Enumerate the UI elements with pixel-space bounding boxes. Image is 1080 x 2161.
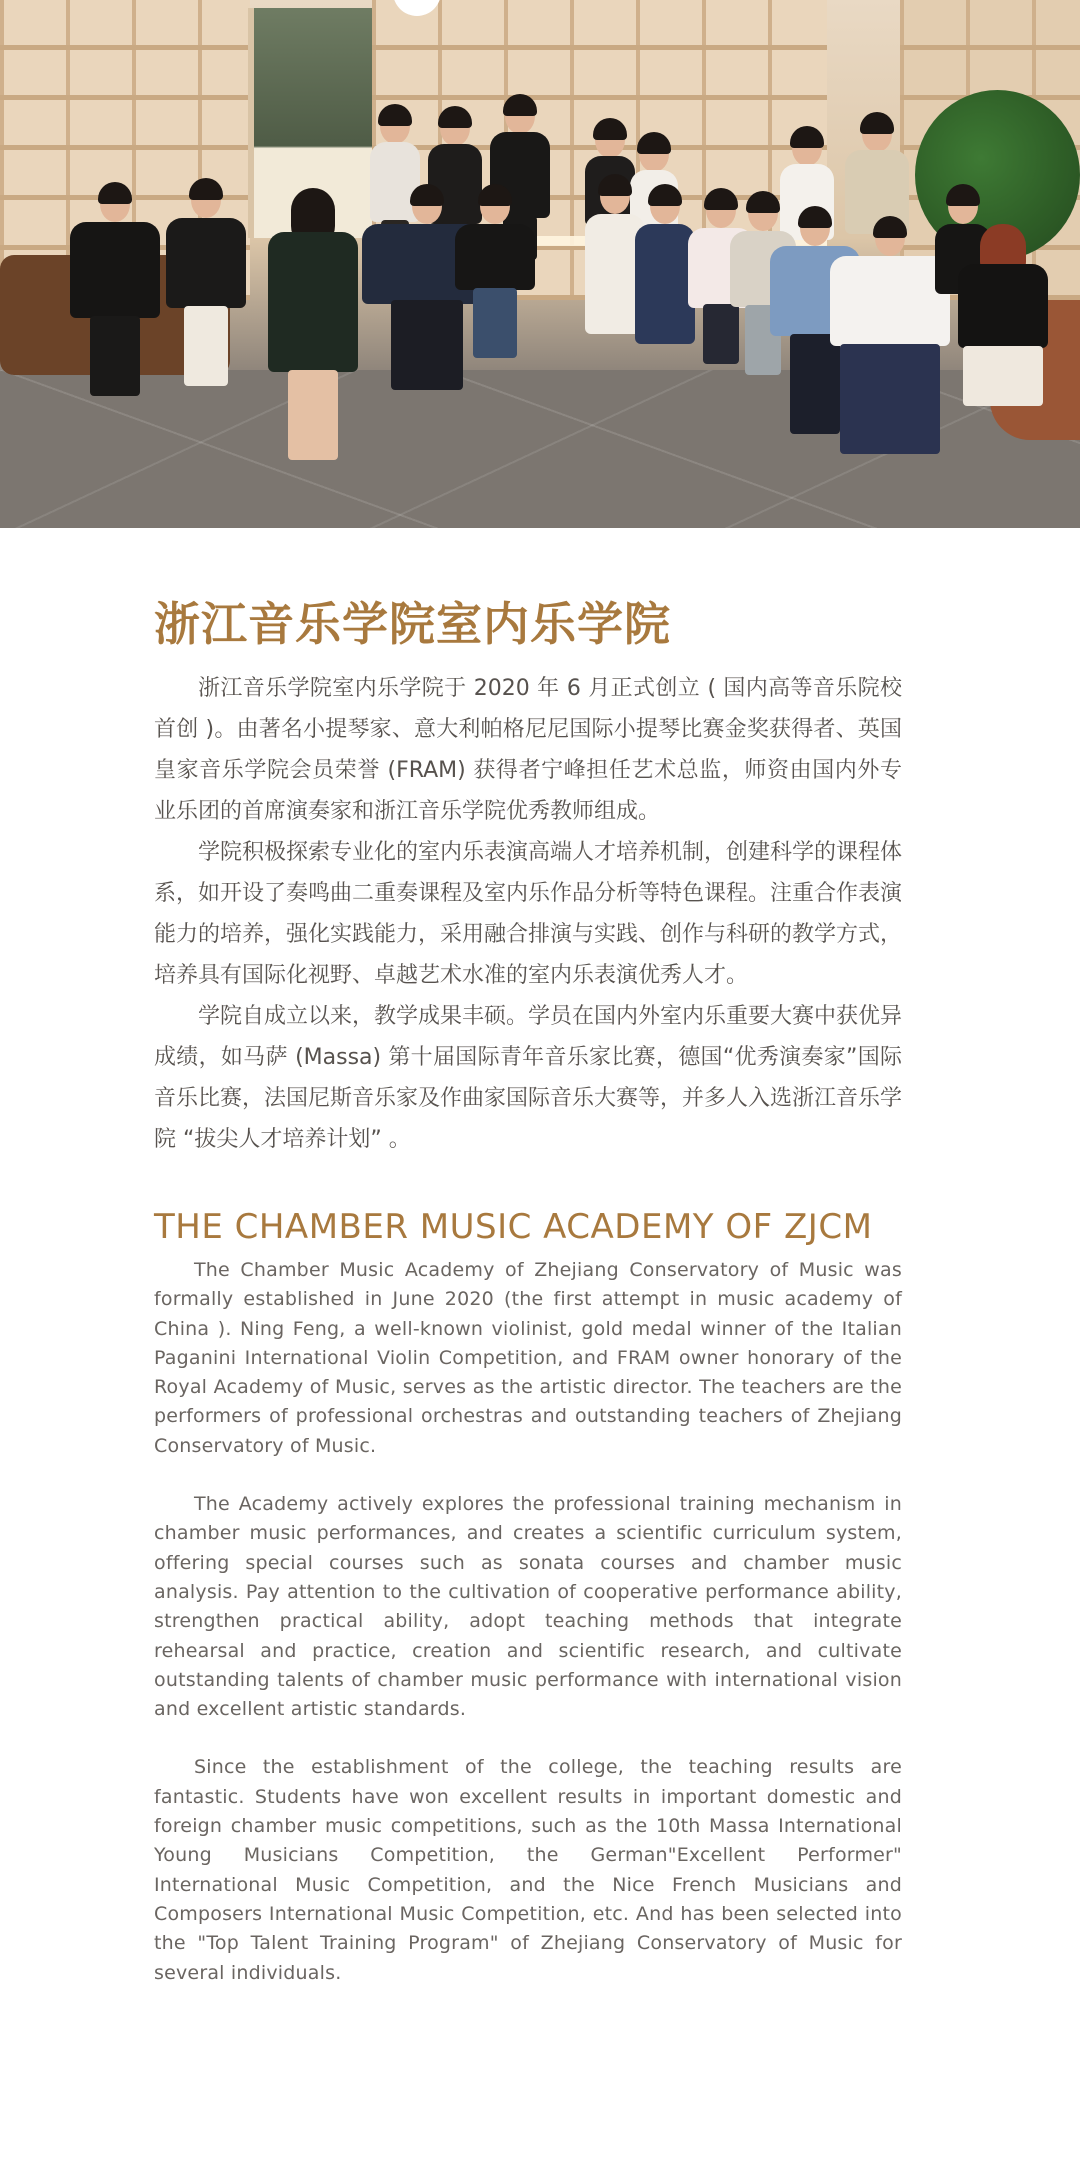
group-photo (0, 0, 1080, 528)
english-paragraph: The Academy actively explores the professional training mechanism in chamber music performances, and creates a scientific curriculum system, offering special courses such as sonata courses and chamber music analysis. Pay attention to the cultivation of cooperative performance ability, strengthen practical ability, adopt teaching methods that integrate rehearsal and practice, creation and scientific research, and cultivate outstanding talents of chamber music performance with international vision and excellent artistic standards. (154, 1493, 902, 1721)
person (268, 192, 358, 472)
person (455, 188, 535, 368)
english-title: THE CHAMBER MUSIC ACADEMY OF ZJCM (154, 1207, 873, 1247)
english-paragraph: The Chamber Music Academy of Zhejiang Conservatory of Music was formally established in June 2020 (the first attempt in music academy of China ). Ning Feng, a well-known violinist, gold medal winner of the Italian Paganini International Violin Competition, and FRAM owner honorary of the Royal Academy of Music, serves as the artistic director. The teachers are the performers of professional orchestras and outstanding teachers of Zhejiang Conservatory of Music. (154, 1259, 902, 1457)
person (166, 182, 246, 392)
english-body (154, 1256, 902, 1988)
chinese-body (154, 668, 902, 1160)
person (635, 188, 695, 368)
person (830, 220, 950, 470)
chinese-paragraph: 学院自成立以来，教学成果丰硕。学员在国内外室内乐重要大赛中获优异成绩，如马萨 (Massa) 第十届国际青年音乐家比赛，德国“优秀演奏家”国际音乐比赛，法国尼斯音乐家及作曲家国际音乐大赛等，并多人入选浙江音乐学院 “拔尖人才培养计划” 。 (154, 1004, 903, 1152)
english-paragraph: Since the establishment of the college, the teaching results are fantastic. Students have won excellent results in important domestic and foreign chamber music competitions, such as the 10th Massa International Young Musicians Competition, the German"Excellent Performer" International Music Competition, and the Nice French Musicians and Composers International Music Competition, etc. And has been selected into the "Top Talent Training Program" of Zhejiang Conservatory of Music for several individuals. (154, 1756, 902, 1984)
person (70, 186, 160, 406)
chinese-paragraph: 浙江音乐学院室内乐学院于 2020 年 6 月正式创立 ( 国内高等音乐院校首创 )。由著名小提琴家、意大利帕格尼尼国际小提琴比赛金奖获得者、英国皇家音乐学院会员荣誉 (FRAM) 获得者宁峰担任艺术总监，师资由国内外专业乐团的首席演奏家和浙江音乐学院优秀教师组成。 (154, 676, 902, 824)
article (154, 594, 902, 2017)
chinese-paragraph: 学院积极探索专业化的室内乐表演高端人才培养机制，创建科学的课程体系，如开设了奏鸣曲二重奏课程及室内乐作品分析等特色课程。注重合作表演能力的培养，强化实践能力，采用融合排演与实践、创作与科研的教学方式，培养具有国际化视野、卓越艺术水准的室内乐表演优秀人才。 (154, 840, 903, 988)
chinese-title: 浙江音乐学院室内乐学院 (154, 597, 671, 651)
person (958, 228, 1048, 418)
